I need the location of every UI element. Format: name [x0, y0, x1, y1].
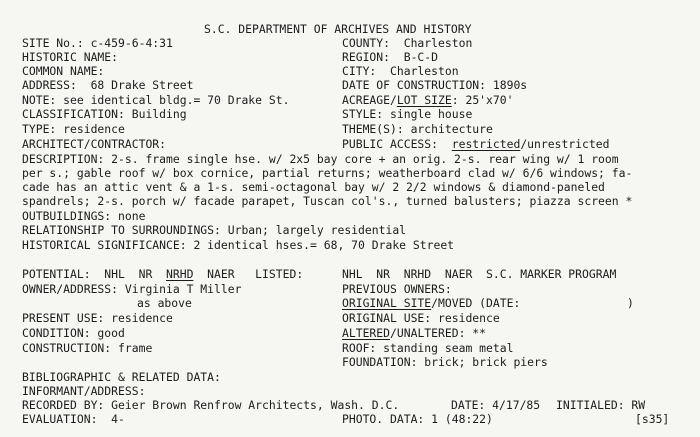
description-line: cade has an attic vent & a 1-s. semi-octagonal bay w/ 2 2/2 windows & diamond-paneled — [22, 180, 605, 194]
owner-address: OWNER/ADDRESS: Virginia T Miller — [22, 282, 242, 296]
address: ADDRESS: 68 Drake Street — [22, 78, 194, 92]
date-of-construction: DATE OF CONSTRUCTION: 1890s — [342, 78, 528, 92]
potential: POTENTIAL: NHL NR NRHD NAER LISTED: — [22, 267, 304, 281]
page-title: S.C. DEPARTMENT OF ARCHIVES AND HISTORY — [204, 22, 472, 36]
public-access: PUBLIC ACCESS: restricted/unrestricted — [342, 137, 610, 151]
bibliographic-data: BIBLIOGRAPHIC & RELATED DATA: — [22, 370, 221, 384]
previous-owners: PREVIOUS OWNERS: — [342, 282, 452, 296]
city: CITY: Charleston — [342, 64, 459, 78]
site-no: SITE No.: c-459-6-4:31 — [22, 36, 173, 50]
type: TYPE: residence — [22, 122, 125, 136]
initialed: INITIALED: RW — [556, 398, 646, 412]
construction: CONSTRUCTION: frame — [22, 341, 153, 355]
record-code: [s35] — [635, 412, 670, 426]
historical-significance: HISTORICAL SIGNIFICANCE: 2 identical hses.= 68, 70 Drake Street — [22, 238, 455, 252]
acreage-lot-size: ACREAGE/LOT SIZE: 25'x70' — [342, 93, 514, 107]
description-line: DESCRIPTION: 2-s. frame single hse. w/ 2x5 bay core + an orig. 2-s. rear wing w/ 1 room — [22, 152, 619, 166]
description-line: spandrels; 2-s. porch w/ facade parapet, Tuscan col's., turned balusters; piazza screen * — [22, 194, 633, 208]
date-recorded: DATE: 4/17/85 — [451, 398, 541, 412]
evaluation: EVALUATION: 4- — [22, 412, 125, 426]
style: STYLE: single house — [342, 107, 473, 121]
description-line: per s.; gable roof w/ box cornice, partial returns; weatherboard clad w/ 6/6 windows; fa- — [22, 166, 633, 180]
roof: ROOF: standing seam metal — [342, 341, 514, 355]
altered: ALTERED/UNALTERED: ** — [342, 326, 487, 340]
classification: CLASSIFICATION: Building — [22, 107, 187, 121]
original-site-close: ) — [627, 296, 634, 310]
region: REGION: B-C-D — [342, 50, 439, 64]
present-use: PRESENT USE: residence — [22, 311, 173, 325]
historic-name: HISTORIC NAME: — [22, 50, 119, 64]
listed-programs: NHL NR NRHD NAER S.C. MARKER PROGRAM — [342, 267, 617, 281]
themes: THEME(S): architecture — [342, 122, 493, 136]
photo-data: PHOTO. DATA: 1 (48:22) — [342, 412, 493, 426]
note: NOTE: see identical bldg.= 70 Drake St. — [22, 93, 290, 107]
foundation: FOUNDATION: brick; brick piers — [342, 355, 548, 369]
original-site: ORIGINAL SITE/MOVED (DATE: — [342, 296, 521, 310]
condition: CONDITION: good — [22, 326, 125, 340]
owner-address-cont: as above — [137, 296, 192, 310]
original-use: ORIGINAL USE: residence — [342, 311, 500, 325]
informant-address: INFORMANT/ADDRESS: — [22, 384, 146, 398]
recorded-by: RECORDED BY: Geier Brown Renfrow Architects, Wash. D.C. — [22, 398, 400, 412]
architect-contractor: ARCHITECT/CONTRACTOR: — [22, 137, 167, 151]
relationship-to-surroundings: RELATIONSHIP TO SURROUNDINGS: Urban; largely residential — [22, 223, 407, 237]
outbuildings: OUTBUILDINGS: none — [22, 209, 146, 223]
common-name: COMMON NAME: — [22, 64, 105, 78]
county: COUNTY: Charleston — [342, 36, 473, 50]
